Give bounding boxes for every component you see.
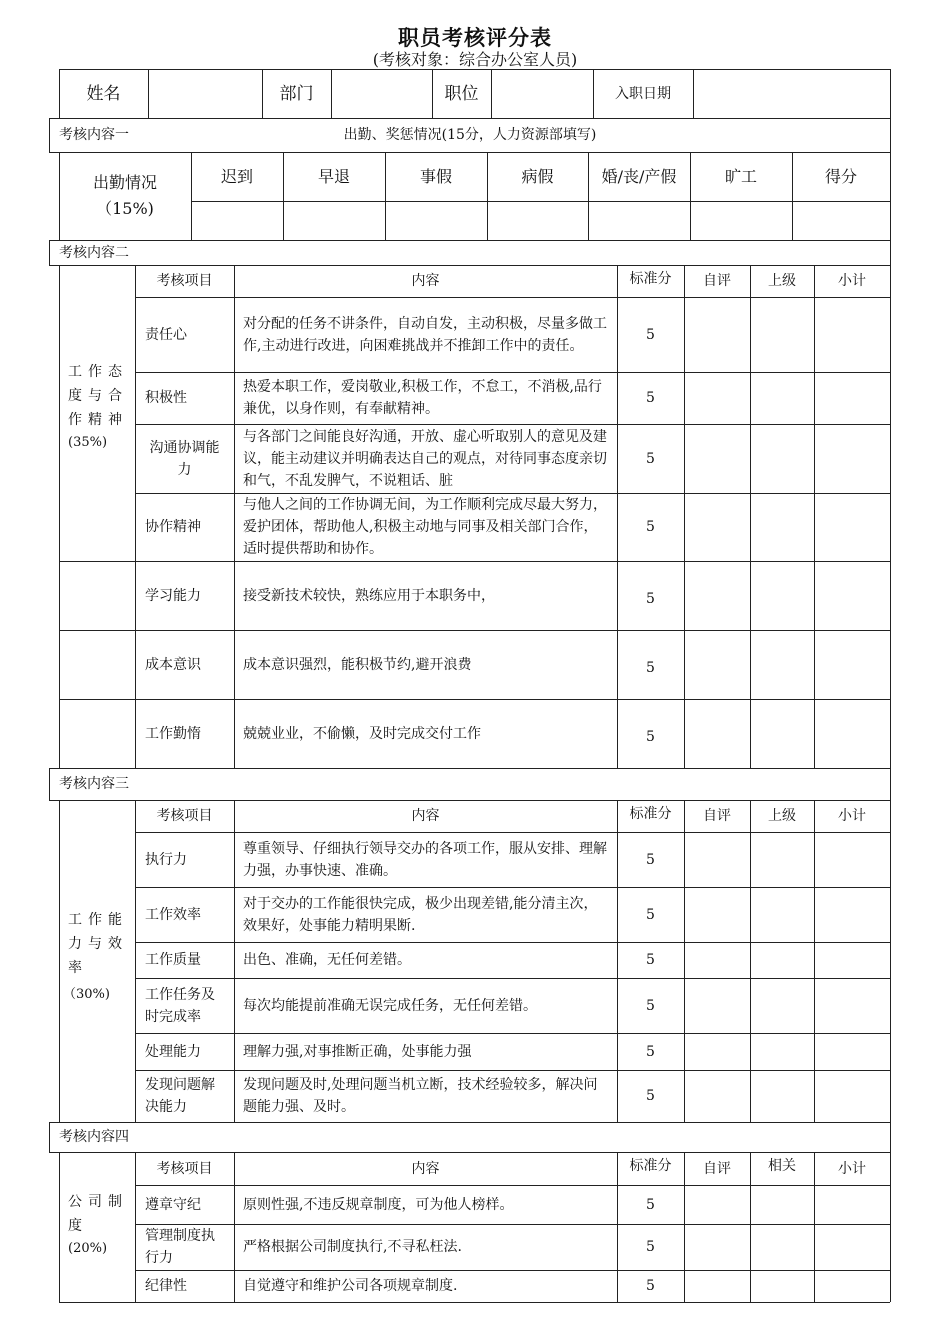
s3-row4-item: 处理能力 xyxy=(145,1043,201,1060)
s2-header-standard: 标准分 xyxy=(629,271,672,287)
col-personal-leave: 事假 xyxy=(419,166,452,186)
s2-row1-score: 5 xyxy=(646,390,655,406)
s3-category: 工作能力与效率 xyxy=(68,912,128,976)
dept-label: 部门 xyxy=(279,83,314,104)
section1-description: 出勤、奖惩情况(15分，人力资源部填写) xyxy=(343,127,597,143)
late-input[interactable] xyxy=(191,201,283,240)
s2-category: 工作态度与合作精神 xyxy=(68,364,128,428)
position-field[interactable] xyxy=(491,69,593,118)
s4-category-pct: (20%) xyxy=(68,1241,108,1256)
s3-header-superior: 上级 xyxy=(768,808,796,824)
section1-label: 考核内容一 xyxy=(59,127,129,143)
s4-header-content: 内容 xyxy=(411,1160,440,1177)
s2-row0-score: 5 xyxy=(646,326,655,343)
name-field[interactable] xyxy=(148,69,262,118)
s4-header-subtotal: 小计 xyxy=(838,1160,866,1177)
s3-row3-score: 5 xyxy=(646,997,655,1014)
s2-row4-score: 5 xyxy=(646,590,655,607)
s2-row3-score: 5 xyxy=(646,519,655,535)
s3-row5-item: 发现问题解决能力 xyxy=(145,1077,215,1115)
s2-category-cell xyxy=(59,360,135,470)
absence-input[interactable] xyxy=(690,201,792,240)
s4-header-self: 自评 xyxy=(703,1160,731,1177)
s4-header-item: 考核项目 xyxy=(156,1160,213,1177)
s3-row0-item: 执行力 xyxy=(145,851,187,868)
s2-row3-item: 协作精神 xyxy=(145,519,201,535)
s4-row2-content: 自觉遵守和维护公司各项规章制度. xyxy=(243,1278,458,1294)
s4-row1-score: 5 xyxy=(646,1239,655,1255)
s2-row5-content: 成本意识强烈，能积极节约,避开浪费 xyxy=(243,656,472,673)
s3-row2-content: 出色、准确，无任何差错。 xyxy=(243,952,411,968)
s3-row1-score: 5 xyxy=(646,906,655,923)
section2-label: 考核内容二 xyxy=(59,244,129,261)
s2-category-pct: (35%) xyxy=(68,435,108,450)
col-late: 迟到 xyxy=(220,166,253,186)
special-leave-input[interactable] xyxy=(588,201,690,240)
s2-row2-score: 5 xyxy=(646,450,655,467)
s2-row1-item: 积极性 xyxy=(145,390,187,406)
s2-row5-score: 5 xyxy=(646,659,655,676)
s3-row4-content: 理解力强,对事推断正确，处事能力强 xyxy=(243,1043,472,1060)
col-early-leave: 早退 xyxy=(317,166,350,186)
s3-row3-item: 工作任务及时完成率 xyxy=(145,986,215,1025)
hire-date-field[interactable] xyxy=(693,69,890,118)
s3-row0-score: 5 xyxy=(646,851,655,868)
s2-header-item: 考核项目 xyxy=(156,273,213,289)
s4-row0-item: 遵章守纪 xyxy=(145,1196,201,1213)
s3-category-pct: （30%) xyxy=(63,987,110,1002)
s3-header-standard: 标准分 xyxy=(629,806,672,822)
dept-field[interactable] xyxy=(331,69,432,118)
section4-label: 考核内容四 xyxy=(59,1129,129,1145)
s2-row6-score: 5 xyxy=(646,728,655,745)
early-leave-input[interactable] xyxy=(283,201,385,240)
s3-row5-content: 发现问题及时,处理问题当机立断，技术经验较多，解决问题能力强、及时。 xyxy=(243,1077,598,1115)
attendance-label: 出勤情况 xyxy=(92,173,157,192)
col-absence: 旷工 xyxy=(724,166,757,186)
page-title: 职员考核评分表 xyxy=(398,25,552,50)
s4-category-cell xyxy=(59,1190,135,1270)
s3-row1-item: 工作效率 xyxy=(145,906,201,923)
attendance-pct: （15%) xyxy=(96,199,154,218)
hire-date-label: 入职日期 xyxy=(615,85,671,102)
s2-row4-content: 接受新技术较快，熟练应用于本职务中， xyxy=(243,587,495,604)
s3-row4-score: 5 xyxy=(646,1043,655,1060)
s3-row2-item: 工作质量 xyxy=(145,952,201,968)
page-subtitle: (考核对象：综合办公室人员) xyxy=(372,50,578,69)
s2-header-superior: 上级 xyxy=(768,273,796,289)
col-score: 得分 xyxy=(824,166,857,186)
attendance-label-cell xyxy=(59,152,191,240)
s3-header-self: 自评 xyxy=(703,808,731,824)
s3-row1-content: 对于交办的工作能很快完成，极少出现差错,能分清主次，效果好，处事能力精明果断. xyxy=(243,895,598,934)
s4-header-standard: 标准分 xyxy=(629,1158,672,1174)
s3-header-item: 考核项目 xyxy=(156,808,213,824)
s4-header-related: 相关 xyxy=(768,1158,796,1174)
s2-row3-content: 与他人之间的工作协调无间，为工作顺利完成尽最大努力，爱护团体，帮助他人,积极主动地与同事及相关部门合作，适时提供帮助和协作。 xyxy=(243,497,607,557)
s3-header-content: 内容 xyxy=(411,808,440,824)
s3-category-cell xyxy=(59,908,135,1018)
s3-row2-score: 5 xyxy=(646,952,655,968)
name-label: 姓名 xyxy=(86,83,121,104)
s2-row1-content: 热爱本职工作，爱岗敬业,积极工作，不怠工，不消极,品行兼优，以身作则，有奉献精神。 xyxy=(243,379,602,417)
s2-row5-item: 成本意识 xyxy=(145,656,201,673)
position-label: 职位 xyxy=(444,83,479,104)
s2-header-content: 内容 xyxy=(411,273,440,289)
col-sick-leave: 病假 xyxy=(521,166,554,186)
s2-row2-content: 与各部门之间能良好沟通，开放、虚心听取别人的意见及建议，能主动建议并明确表达自己的观点，对待同事态度亲切和气，不乱发脾气，不说粗话、脏 xyxy=(243,429,607,489)
s2-row6-item: 工作勤惰 xyxy=(145,725,201,742)
s2-row4-item: 学习能力 xyxy=(145,587,201,604)
s4-row1-content: 严格根据公司制度执行,不寻私枉法. xyxy=(243,1239,462,1255)
s2-header-subtotal: 小计 xyxy=(838,273,866,289)
section3-label: 考核内容三 xyxy=(59,776,129,792)
sick-leave-input[interactable] xyxy=(487,201,588,240)
s2-row2-item: 沟通协调能力 xyxy=(149,439,220,478)
s4-row0-content: 原则性强,不违反规章制度，可为他人榜样。 xyxy=(243,1196,514,1213)
s4-category: 公司制度 xyxy=(68,1194,128,1234)
s3-row0-content: 尊重领导、仔细执行领导交办的各项工作，服从安排、理解力强，办事快速、准确。 xyxy=(243,840,607,879)
s2-header-self: 自评 xyxy=(703,273,731,289)
s2-row6-content: 兢兢业业，不偷懒，及时完成交付工作 xyxy=(243,725,481,742)
s4-row1-item: 管理制度执行力 xyxy=(145,1228,215,1266)
col-special-leave: 婚/丧/产假 xyxy=(601,166,677,186)
s4-row2-item: 纪律性 xyxy=(145,1278,187,1294)
s3-row3-content: 每次均能提前准确无误完成任务，无任何差错。 xyxy=(243,997,537,1014)
s2-row0-content: 对分配的任务不讲条件，自动自发，主动积极，尽量多做工作,主动进行改进，向困难挑战并不推卸工作中的责任。 xyxy=(243,315,607,354)
score-input[interactable] xyxy=(792,201,890,240)
s4-row0-score: 5 xyxy=(646,1196,655,1213)
personal-leave-input[interactable] xyxy=(385,201,487,240)
s4-row2-score: 5 xyxy=(646,1278,655,1294)
s3-row5-score: 5 xyxy=(646,1088,655,1104)
s3-header-subtotal: 小计 xyxy=(838,808,866,824)
s2-row0-item: 责任心 xyxy=(145,326,187,343)
